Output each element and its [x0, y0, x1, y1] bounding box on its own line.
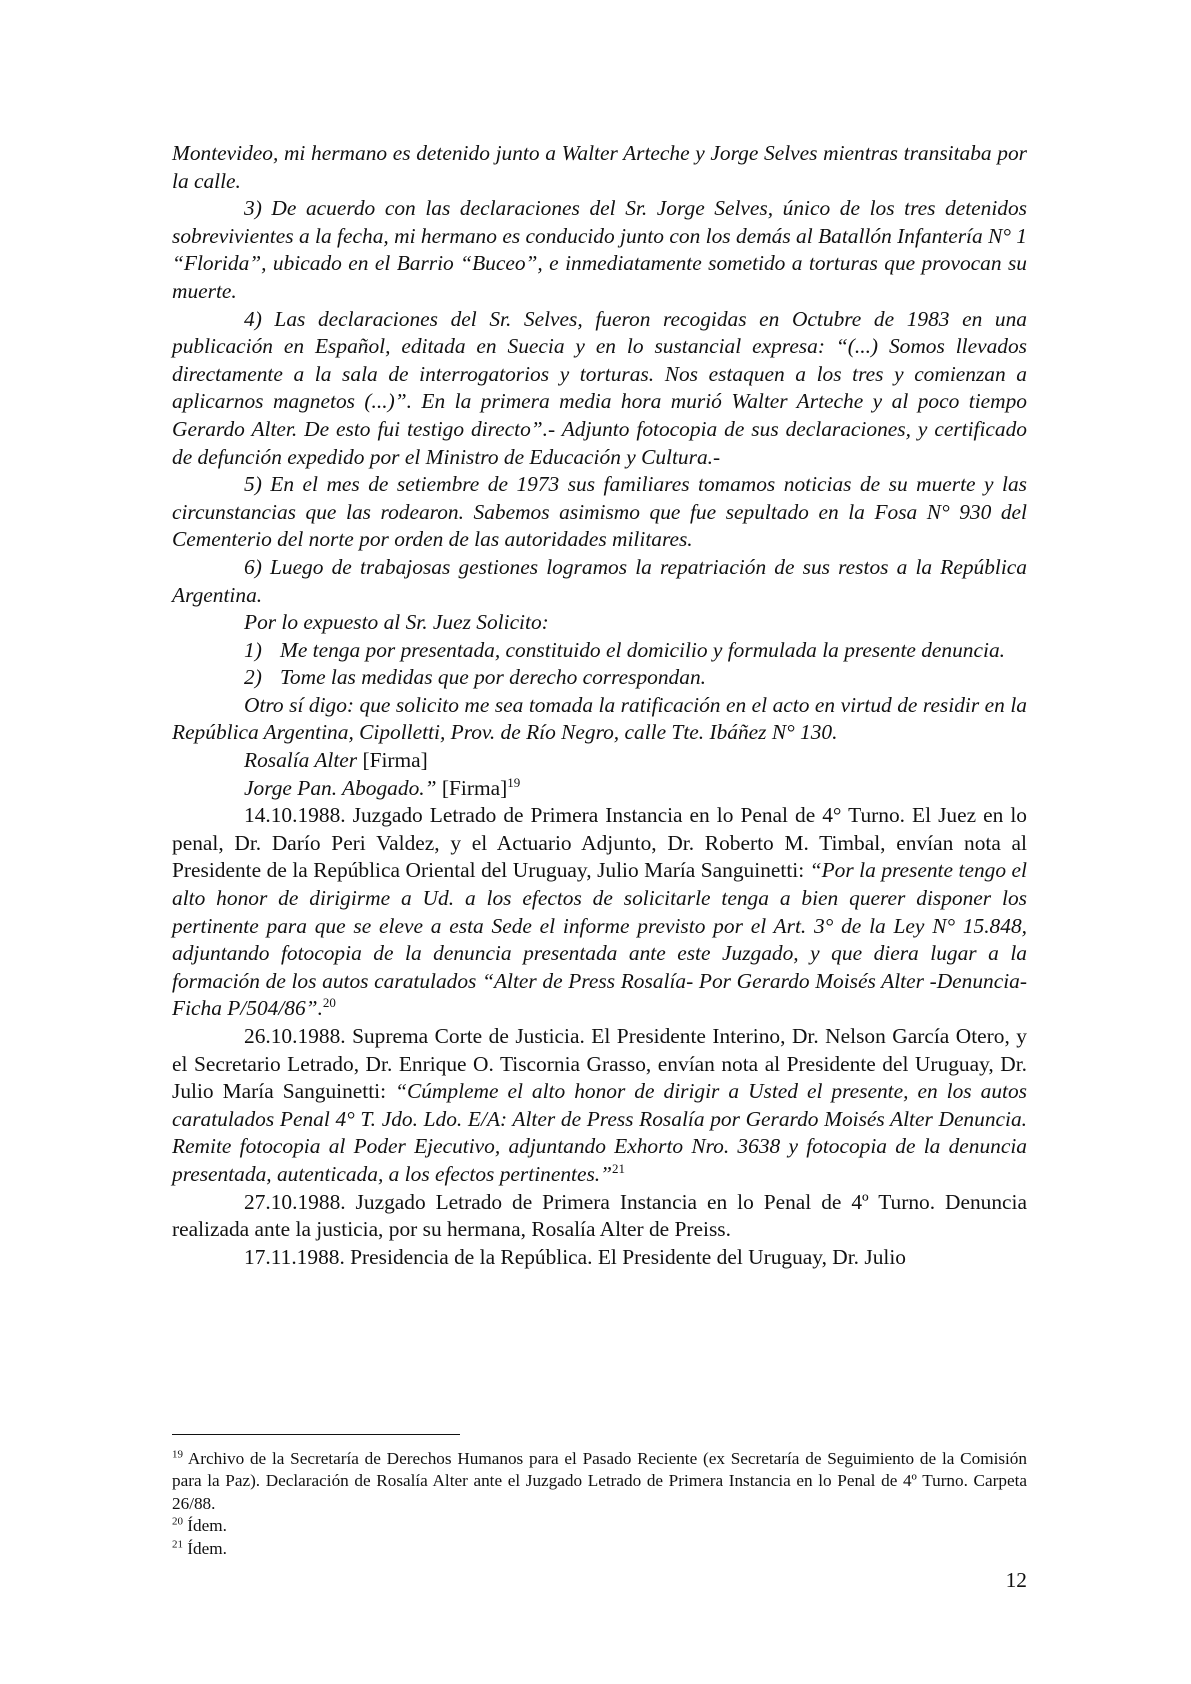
paragraph-3: 4) Las declaraciones del Sr. Selves, fueron recogidas en Octubre de 1983 en una publicación en Español, editada en Suecia y en lo sustancial expresa: “(...) Somos llevados directamente a la sala de interrogatorios y torturas. Nos estaquen a los tres y comienzan a aplicarnos magnetos (...)”. En la primera media hora murió Walter Arteche y al poco tiempo Gerardo Alter. De esto fui testigo directo”.- Adjunto fotocopia de sus declaraciones, y certificado de defunción expedido por el Ministro de Educación y Cultura.- — [172, 306, 1027, 469]
signature-mark: [Firma] — [357, 748, 428, 773]
list-item — [244, 664, 1027, 692]
list-item-number: 1) — [244, 637, 262, 662]
paragraph-otrosi: Otro sí digo: que solicito me sea tomada la ratificación en el acto en virtud de residir en la República Argentina, Cipolletti, Prov. de Río Negro, calle Tte. Ibáñez N° 130. — [172, 692, 1027, 745]
footnote-divider — [172, 1434, 460, 1435]
list-item — [244, 637, 1027, 665]
signature-line-1 — [172, 747, 1027, 775]
request-list — [172, 637, 1027, 692]
signatory-name: Rosalía Alter — [244, 748, 358, 773]
paragraph-4: 5) En el mes de setiembre de 1973 sus familiares tomamos noticias de su muerte y las circunstancias que las rodearon. Sabemos asimismo que fue sepultado en la Fosa N° 930 del Cementerio del norte por orden de las autoridades militares. — [172, 472, 1027, 552]
footnote-ref: 20 — [322, 995, 336, 1011]
list-item-number: 2) — [244, 665, 262, 690]
footnote-text: Ídem. — [183, 1516, 227, 1536]
signatory-name: Jorge Pan. Abogado.” — [244, 775, 437, 800]
list-item-text: Me tenga por presentada, constituido el domicilio y formulada la presente denuncia. — [280, 637, 1005, 662]
footnote-ref: 19 — [507, 774, 521, 790]
paragraph-event-2 — [172, 1023, 1027, 1189]
footnote — [172, 1448, 1027, 1515]
footnotes — [172, 1448, 1027, 1560]
footnote-text: Ídem. — [183, 1538, 227, 1558]
list-item-text: Tome las medidas que por derecho correspondan. — [280, 665, 706, 690]
event-text: 14.10.1988. Juzgado Letrado de Primera Instancia en lo Penal de 4° Turno. El Juez en lo penal, Dr. Darío Peri Valdez, y el Actuario Adjunto, Dr. Roberto M. Timbal, envían nota al Presidente de la República Oriental del Uruguay, Julio María Sanguinetti: — [172, 803, 1027, 883]
paragraph-event-3: 27.10.1988. Juzgado Letrado de Primera Instancia en lo Penal de 4º Turno. Denuncia realizada ante la justicia, por su hermana, Rosalía Alter de Preiss. — [172, 1189, 1027, 1242]
paragraph-event-4: 17.11.1988. Presidencia de la República. El Presidente del Uruguay, Dr. Julio — [244, 1244, 906, 1269]
page-number: 12 — [1005, 1568, 1027, 1592]
footnote-number: 20 — [172, 1515, 183, 1528]
paragraph-event-1 — [172, 802, 1027, 1023]
main-text — [172, 140, 1027, 1271]
paragraph-2: 3) De acuerdo con las declaraciones del Sr. Jorge Selves, único de los tres detenidos sobrevivientes a la fecha, mi hermano es conducido junto con los demás al Batallón Infantería N° 1 “Florida”, ubicado en el Barrio “Buceo”, e inmediatamente sometido a torturas que provocan su muerte. — [172, 196, 1027, 303]
signature-mark: [Firma] — [436, 775, 508, 800]
event-text: 26.10.1988. Suprema Corte de Justicia. El Presidente Interino, Dr. Nelson García Otero, y el Secretario Letrado, Dr. Enrique O. Tiscornia Grasso, envían nota al Presidente del Uruguay, Dr. Julio María Sanguinetti: — [172, 1024, 1027, 1104]
footnote-text: Archivo de la Secretaría de Derechos Humanos para el Pasado Reciente (ex Secretaría de Seguimiento de la Comisión para la Paz). Declaración de Rosalía Alter ante el Juzgado Letrado de Primera Instancia en lo Penal de 4º Turno. Carpeta 26/88. — [172, 1449, 1027, 1513]
event-quote: “Por la presente tengo el alto honor de dirigirme a Ud. a los efectos de solicitarle tenga a bien querer disponer los pertinente para que se eleve a esta Sede el informe previsto por el Art. 3° de la Ley N° 15.848, adjuntando fotocopia de la denuncia presentada ante este Juzgado, y que diera lugar a la formación de los autos caratulados “Alter de Press Rosalía- Por Gerardo Moisés Alter -Denuncia- Ficha P/504/86”. — [172, 858, 1027, 1021]
footnote-ref: 21 — [612, 1160, 626, 1176]
footnote-number: 21 — [172, 1537, 183, 1550]
footnote — [172, 1538, 1027, 1560]
paragraph-5: 6) Luego de trabajosas gestiones logramos la repatriación de sus restos a la República Argentina. — [172, 554, 1027, 607]
footnote-number: 19 — [172, 1448, 183, 1461]
page-body — [172, 140, 1027, 1271]
footnote — [172, 1515, 1027, 1537]
paragraph-1: Montevideo, mi hermano es detenido junto a Walter Arteche y Jorge Selves mientras transitaba por la calle. — [172, 141, 1027, 193]
event-quote: “Cúmpleme el alto honor de dirigir a Usted el presente, en los autos caratulados Penal 4° T. Jdo. Ldo. E/A: Alter de Press Rosalía por Gerardo Moisés Alter Denuncia. Remite fotocopia al Poder Ejecutivo, adjuntando Exhorto Nro. 3638 y fotocopia de la denuncia presentada, autenticada, a los efectos pertinentes.” — [172, 1079, 1027, 1186]
request-intro: Por lo expuesto al Sr. Juez Solicito: — [244, 610, 549, 635]
signature-line-2 — [172, 775, 1027, 803]
